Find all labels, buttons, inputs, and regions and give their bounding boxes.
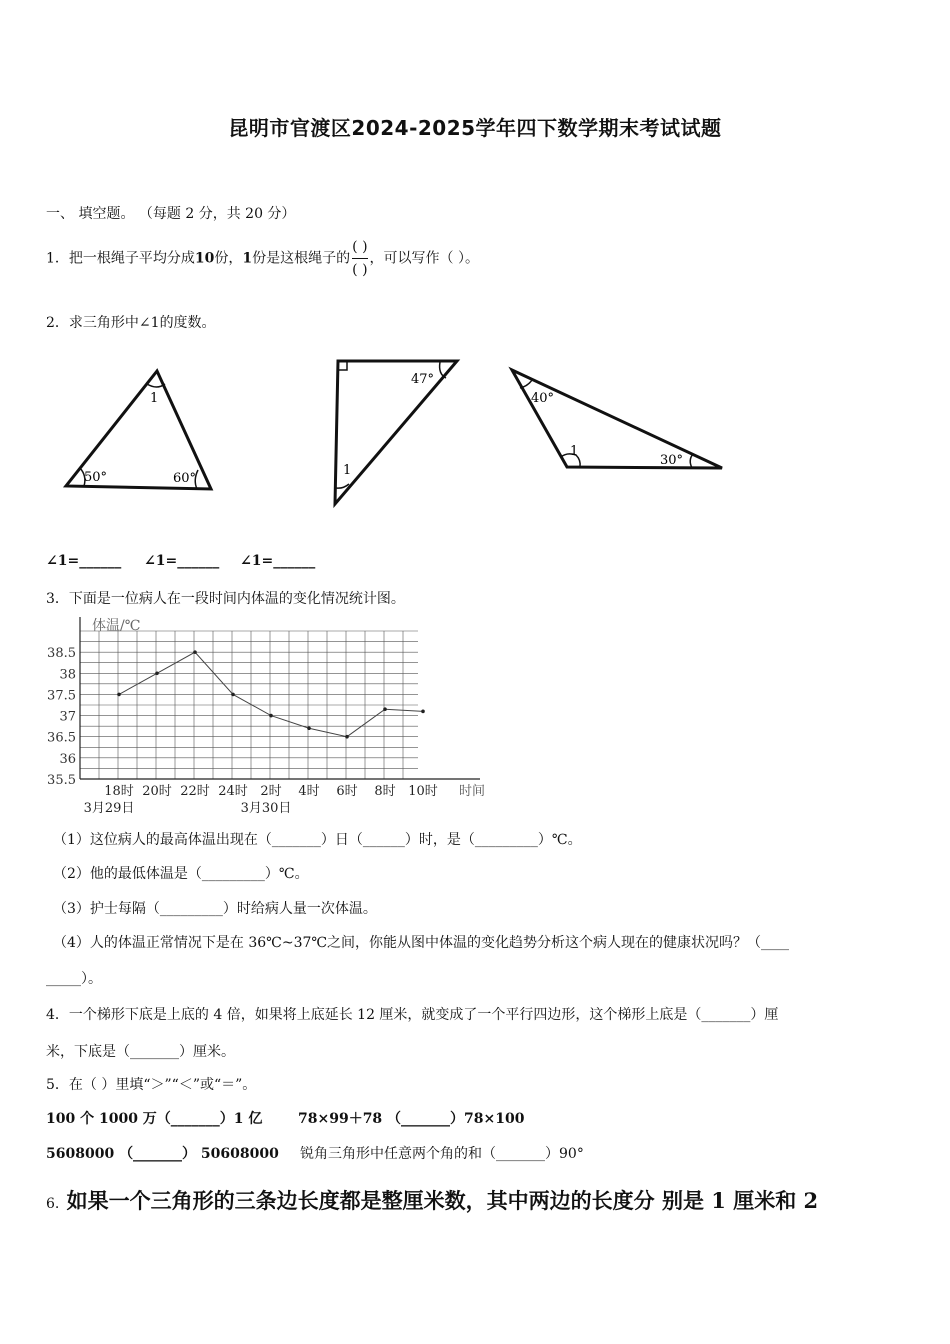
- x-tick-label: 18时: [104, 784, 134, 799]
- y-axis-title: 体温/℃: [92, 618, 141, 634]
- data-point: [193, 650, 197, 654]
- q1-text-a: 1．把一根绳子平均分成: [46, 250, 195, 267]
- q5-item-3: 5608000 （_______） 50608000: [46, 1146, 279, 1162]
- q3-sub-4: （4）人的体温正常情况下是在 36℃~37℃之间，你能从图中体温的变化趋势分析这个病人现在的健康状况吗？（____: [53, 935, 790, 951]
- q3-sub-1: （1）这位病人的最高体温出现在（_______）日（______）时，是（_________）℃。: [53, 832, 582, 848]
- data-point: [421, 710, 425, 714]
- q3-sub-4-cont: _____）。: [46, 971, 102, 987]
- t1-label-1: 1: [150, 391, 159, 406]
- y-tick-label: 35.5: [47, 773, 76, 788]
- question-2: [46, 312, 216, 332]
- t2-label-2: 1: [343, 463, 352, 478]
- q2-angle-symbol: ∠1: [138, 315, 160, 331]
- x-tick-label: 22时: [180, 784, 210, 799]
- q1-text-d: ，可以写作（ ）。: [369, 250, 479, 267]
- y-tick-label: 36: [59, 751, 76, 767]
- t1-label-3: 60°: [173, 471, 197, 486]
- chart-grid: [80, 631, 418, 779]
- question-1: [46, 236, 479, 281]
- data-point: [269, 714, 273, 718]
- page-title: 昆明市官渡区2024-2025学年四下数学期末考试试题: [228, 116, 722, 140]
- data-point: [345, 735, 349, 739]
- triangle-2: [335, 361, 457, 504]
- question-4: 4．一个梯形下底是上底的 4 倍，如果将上底延长 12 厘米，就变成了一个平行四边形，这个梯形上底是（_______）厘: [46, 1007, 779, 1023]
- triangle-figures: [0, 350, 950, 520]
- x-tick-label: 6时: [336, 784, 358, 799]
- data-point: [307, 726, 311, 730]
- y-tick-label: 37.5: [47, 688, 76, 704]
- q5-item-4: 锐角三角形中任意两个角的和（_______）90°: [300, 1146, 584, 1162]
- q1-text-b: 份，: [214, 250, 243, 267]
- date-label: 3月29日: [83, 801, 135, 816]
- question-5: 5．在（ ）里填“＞”“＜”或“＝”。: [46, 1077, 257, 1093]
- data-point: [383, 707, 387, 711]
- x-axis-title: 时间: [458, 784, 486, 799]
- data-point: [117, 693, 121, 697]
- t3-label-1: 40°: [531, 391, 555, 406]
- section-heading: 一、 填空题。 （每题 2 分，共 20 分）: [46, 206, 296, 222]
- q1-number-a: 10: [194, 250, 215, 267]
- x-tick-label: 10时: [408, 784, 438, 799]
- date-label: 3月30日: [240, 801, 292, 816]
- temperature-line-chart: [40, 612, 510, 820]
- t3-label-3: 30°: [660, 453, 684, 468]
- q3-sub-3: （3）护士每隔（_________）时给病人量一次体温。: [53, 901, 377, 917]
- data-point: [231, 693, 235, 697]
- q1-fraction-numerator: ( ): [352, 236, 367, 259]
- q2-answer-3: ∠1=______: [240, 553, 316, 569]
- q6-number: 6.: [46, 1196, 60, 1212]
- x-tick-label: 8时: [374, 784, 396, 799]
- q1-number-b: 1: [242, 250, 253, 267]
- question-6: [46, 1185, 818, 1215]
- q6-text: 如果一个三角形的三条边长度都是整厘米数，其中两边的长度分 别是 1 厘米和 2: [66, 1188, 819, 1213]
- y-tick-label: 38: [59, 667, 76, 683]
- y-tick-label: 37: [59, 709, 76, 725]
- t2-label-1: 47°: [411, 372, 435, 387]
- x-tick-label: 2时: [260, 784, 282, 799]
- data-point: [155, 671, 159, 675]
- question-3: 3．下面是一位病人在一段时间内体温的变化情况统计图。: [46, 591, 405, 607]
- x-tick-label: 24时: [218, 784, 248, 799]
- y-tick-label: 36.5: [47, 730, 76, 746]
- x-tick-label: 4时: [298, 784, 320, 799]
- question-4-cont: 米，下底是（_______）厘米。: [46, 1044, 235, 1060]
- q2-answer-1: ∠1=______: [46, 553, 122, 569]
- q2-answer-2: ∠1=______: [144, 553, 220, 569]
- q1-text-c: 份是这根绳子的: [252, 250, 351, 267]
- triangle-1: [66, 371, 211, 489]
- q1-fraction-denominator: ( ): [352, 262, 368, 278]
- q5-item-2: 78×99＋78 （_______）78×100: [298, 1111, 525, 1127]
- t3-label-2: 1: [570, 444, 579, 459]
- q3-sub-2: （2）他的最低体温是（_________）℃。: [53, 866, 309, 882]
- q1-fraction: [352, 236, 367, 281]
- y-tick-label: 38.5: [47, 646, 76, 662]
- chart-labels: [47, 617, 485, 816]
- q5-item-1: 100 个 1000 万（_______）1 亿: [46, 1111, 263, 1127]
- triangle-3: [512, 370, 722, 468]
- t1-label-2: 50°: [84, 470, 108, 485]
- q2-text: 2．求三角形中: [46, 315, 139, 331]
- q2-text-after: 的度数。: [159, 315, 216, 331]
- x-tick-label: 20时: [142, 784, 172, 799]
